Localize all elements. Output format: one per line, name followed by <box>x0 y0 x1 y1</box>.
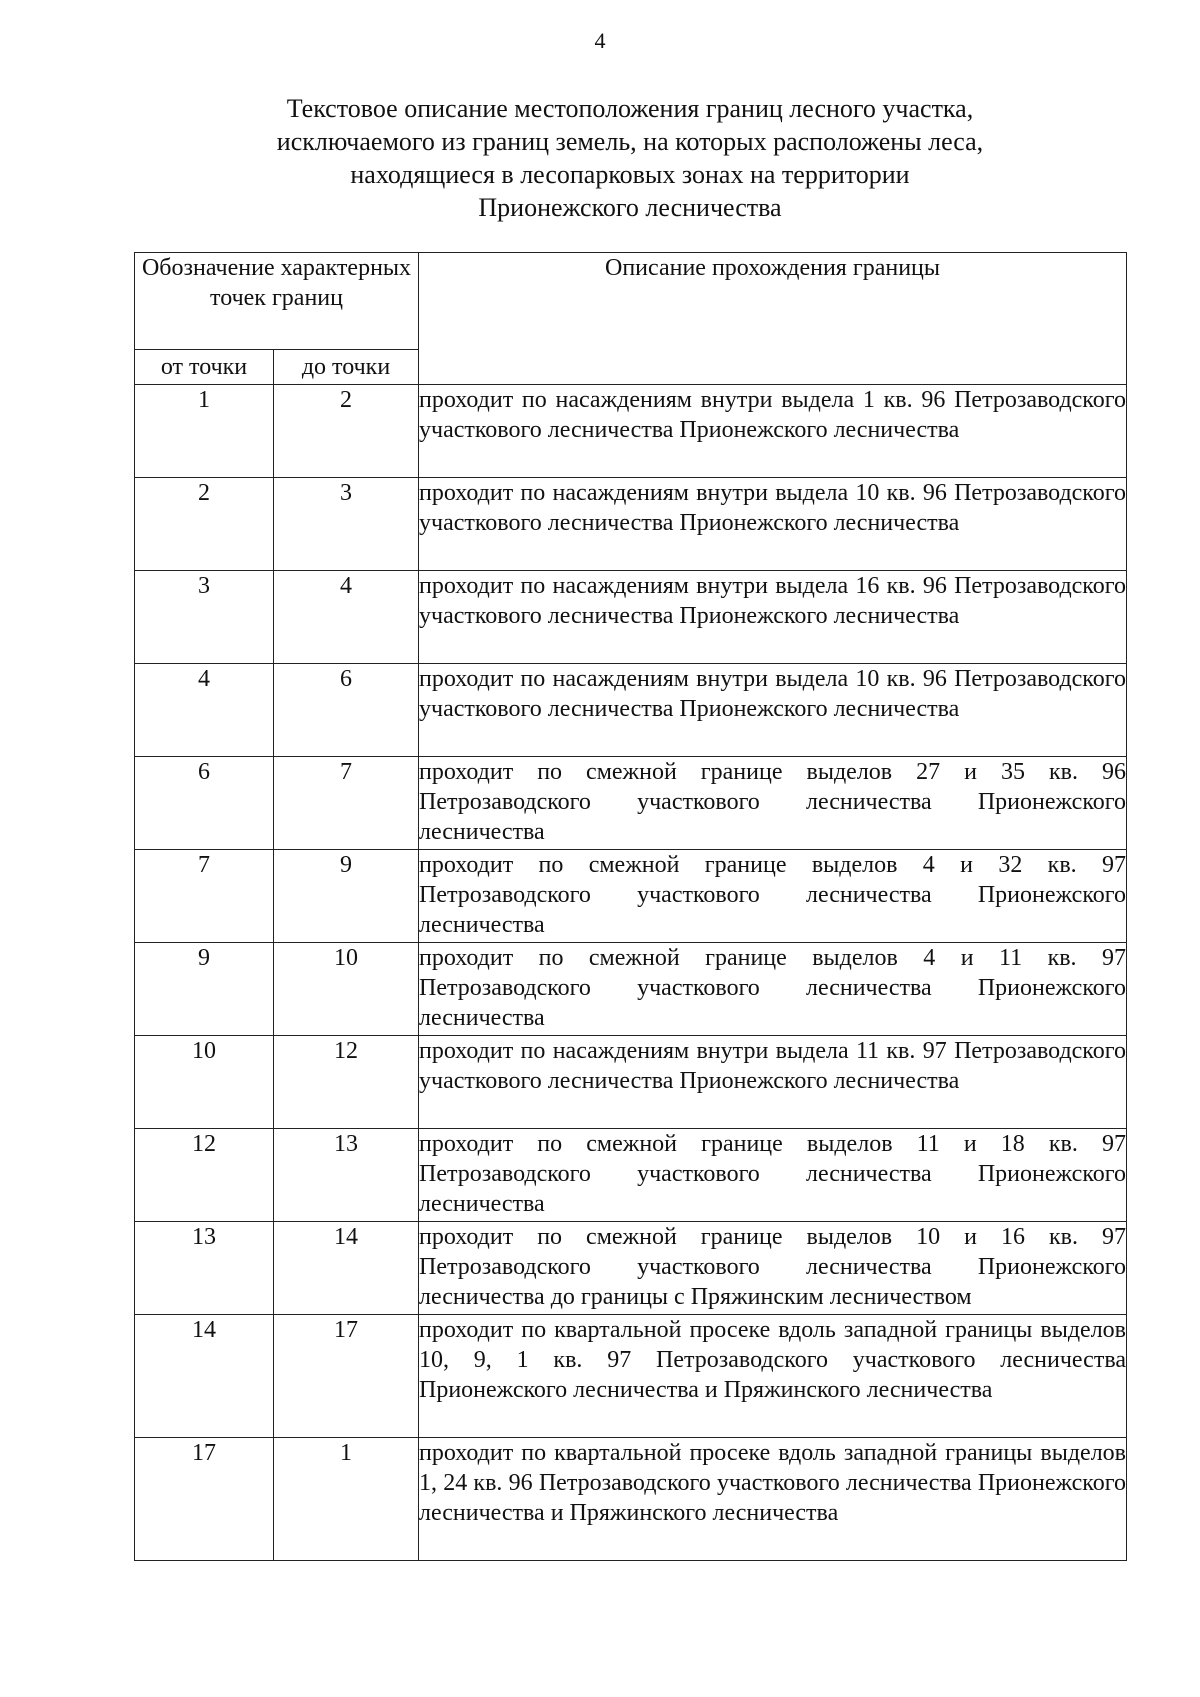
header-points: Обозначение характерных точек границ <box>135 253 419 350</box>
to-point: 12 <box>274 1036 419 1129</box>
from-point: 17 <box>135 1438 274 1561</box>
header-description: Описание прохождения границы <box>419 253 1127 385</box>
header-to-point: до точки <box>274 350 419 385</box>
table-row <box>135 1036 1127 1129</box>
boundary-description: проходит по квартальной просеке вдоль западной границы выделов 10, 9, 1 кв. 97 Петрозаводского участкового лесничества Прионежского лесничества и Пряжинского лесничества <box>419 1315 1127 1438</box>
from-point: 12 <box>135 1129 274 1222</box>
boundary-description: проходит по квартальной просеке вдоль западной границы выделов 1, 24 кв. 96 Петрозаводского участкового лесничества Прионежского лесничества и Пряжинского лесничества <box>419 1438 1127 1561</box>
title-line: находящиеся в лесопарковых зонах на территории <box>350 160 910 189</box>
from-point: 9 <box>135 943 274 1036</box>
table-row <box>135 385 1127 478</box>
from-point: 3 <box>135 571 274 664</box>
from-point: 4 <box>135 664 274 757</box>
boundary-description: проходит по насаждениям внутри выдела 1 кв. 96 Петрозаводского участкового лесничества Прионежского лесничества <box>419 385 1127 478</box>
table-row <box>135 850 1127 943</box>
boundary-table <box>134 252 1127 1561</box>
boundary-description: проходит по смежной границе выделов 11 и 18 кв. 97 Петрозаводского участкового лесничества Прионежского лесничества <box>419 1129 1127 1222</box>
header-from-point: от точки <box>135 350 274 385</box>
title-line: исключаемого из границ земель, на которых расположены леса, <box>276 127 984 156</box>
boundary-description: проходит по насаждениям внутри выдела 10 кв. 96 Петрозаводского участкового лесничества Прионежского лесничества <box>419 664 1127 757</box>
from-point: 6 <box>135 757 274 850</box>
title-line: Текстовое описание местоположения границ лесного участка, <box>286 94 974 123</box>
to-point: 7 <box>274 757 419 850</box>
table-row <box>135 1315 1127 1438</box>
boundary-description: проходит по насаждениям внутри выдела 16 кв. 96 Петрозаводского участкового лесничества Прионежского лесничества <box>419 571 1127 664</box>
to-point: 6 <box>274 664 419 757</box>
to-point: 9 <box>274 850 419 943</box>
table-row <box>135 943 1127 1036</box>
table-row <box>135 1438 1127 1561</box>
to-point: 1 <box>274 1438 419 1561</box>
table-row <box>135 664 1127 757</box>
to-point: 3 <box>274 478 419 571</box>
to-point: 2 <box>274 385 419 478</box>
page-number: 4 <box>594 28 606 53</box>
to-point: 4 <box>274 571 419 664</box>
from-point: 1 <box>135 385 274 478</box>
from-point: 2 <box>135 478 274 571</box>
table-row <box>135 478 1127 571</box>
boundary-description: проходит по смежной границе выделов 10 и 16 кв. 97 Петрозаводского участкового лесничества Прионежского лесничества до границы с Пряжинским лесничеством <box>419 1222 1127 1315</box>
boundary-description: проходит по смежной границе выделов 4 и 32 кв. 97 Петрозаводского участкового лесничества Прионежского лесничества <box>419 850 1127 943</box>
title-line: Прионежского лесничества <box>478 193 782 222</box>
table-row <box>135 571 1127 664</box>
boundary-description: проходит по насаждениям внутри выдела 10 кв. 96 Петрозаводского участкового лесничества Прионежского лесничества <box>419 478 1127 571</box>
to-point: 17 <box>274 1315 419 1438</box>
document-title <box>140 92 1120 224</box>
boundary-description: проходит по смежной границе выделов 4 и 11 кв. 97 Петрозаводского участкового лесничества Прионежского лесничества <box>419 943 1127 1036</box>
boundary-description: проходит по насаждениям внутри выдела 11 кв. 97 Петрозаводского участкового лесничества Прионежского лесничества <box>419 1036 1127 1129</box>
to-point: 14 <box>274 1222 419 1315</box>
from-point: 7 <box>135 850 274 943</box>
from-point: 14 <box>135 1315 274 1438</box>
to-point: 13 <box>274 1129 419 1222</box>
boundary-description: проходит по смежной границе выделов 27 и 35 кв. 96 Петрозаводского участкового лесничества Прионежского лесничества <box>419 757 1127 850</box>
from-point: 10 <box>135 1036 274 1129</box>
to-point: 10 <box>274 943 419 1036</box>
table-row <box>135 1129 1127 1222</box>
from-point: 13 <box>135 1222 274 1315</box>
table-row <box>135 1222 1127 1315</box>
table-row <box>135 757 1127 850</box>
